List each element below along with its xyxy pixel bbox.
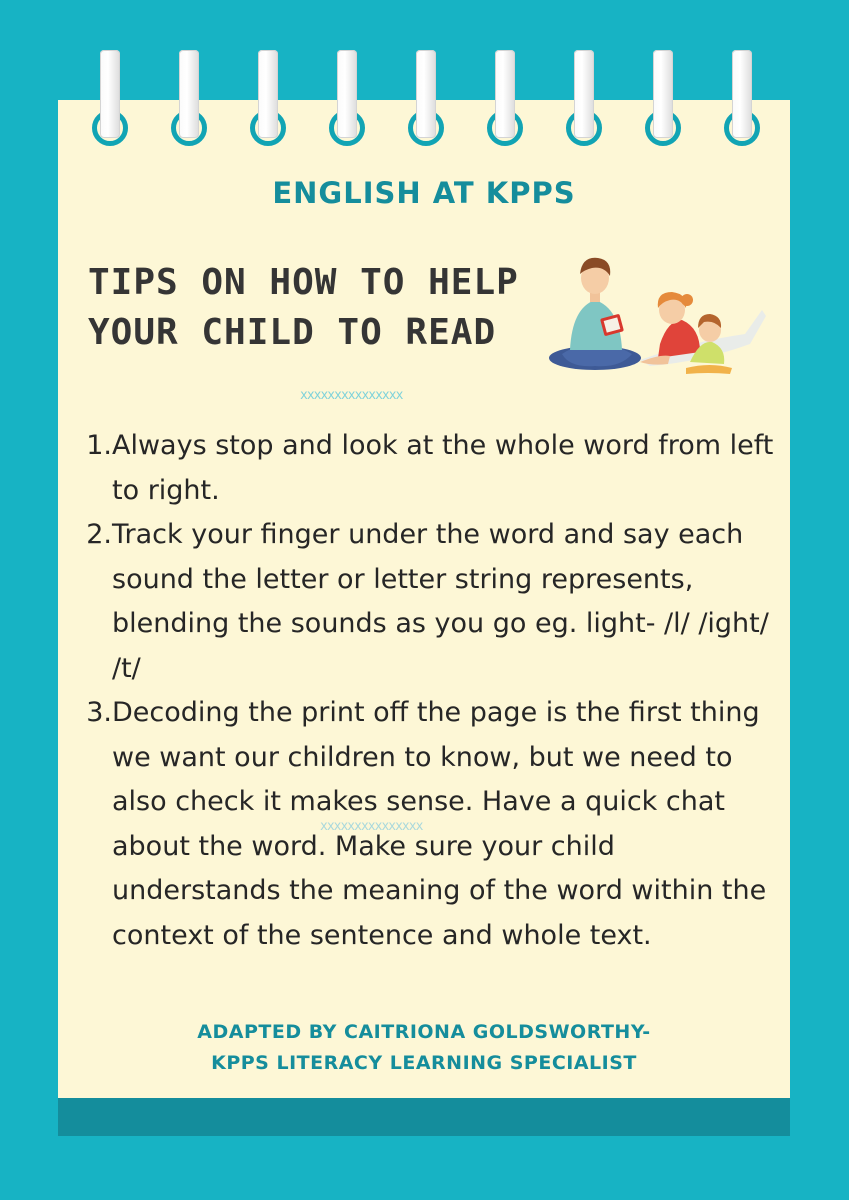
list-item-text: Track your finger under the word and say each sound the letter or letter string represents, blending the sounds as you go eg. light- /l/ /ight/ /t/ <box>112 519 769 684</box>
binding-ring <box>724 50 760 150</box>
tips-list <box>78 424 778 958</box>
heading-line-1: TIPS ON HOW TO HELP <box>88 262 519 303</box>
binding-ring <box>92 50 128 150</box>
heading-line-2: YOUR CHILD TO READ <box>88 312 497 353</box>
binding-ring <box>487 50 523 150</box>
notepad-bottom-edge <box>58 1098 790 1136</box>
binding-ring <box>171 50 207 150</box>
decorative-divider: xxxxxxxxxxxxxxx <box>320 819 423 834</box>
list-item <box>78 691 778 958</box>
list-item-number: 2. <box>86 519 112 550</box>
list-item <box>78 424 778 513</box>
list-item-number: 3. <box>86 697 112 728</box>
binding-ring <box>645 50 681 150</box>
list-item <box>78 513 778 691</box>
decorative-divider: xxxxxxxxxxxxxxx <box>300 388 403 403</box>
family-reading-illustration <box>540 250 770 380</box>
author-credit <box>58 1017 790 1079</box>
list-item-text: Always stop and look at the whole word from left to right. <box>112 430 774 506</box>
site-title: ENGLISH AT KPPS <box>272 176 576 210</box>
credit-line-1: ADAPTED BY CAITRIONA GOLDSWORTHY- <box>197 1021 651 1043</box>
credit-line-2: KPPS LITERACY LEARNING SPECIALIST <box>211 1052 637 1074</box>
list-item-number: 1. <box>86 430 112 461</box>
binding-ring <box>250 50 286 150</box>
binding-ring <box>566 50 602 150</box>
list-item-text: Decoding the print off the page is the first thing we want our children to know, but we need to also check it makes sense. Have a quick chat about the word. Make sure your child understands the meaning of the word within the context of the sentence and whole text. <box>112 697 767 951</box>
page-heading <box>88 258 519 358</box>
binding-ring <box>329 50 365 150</box>
binding-ring <box>408 50 444 150</box>
